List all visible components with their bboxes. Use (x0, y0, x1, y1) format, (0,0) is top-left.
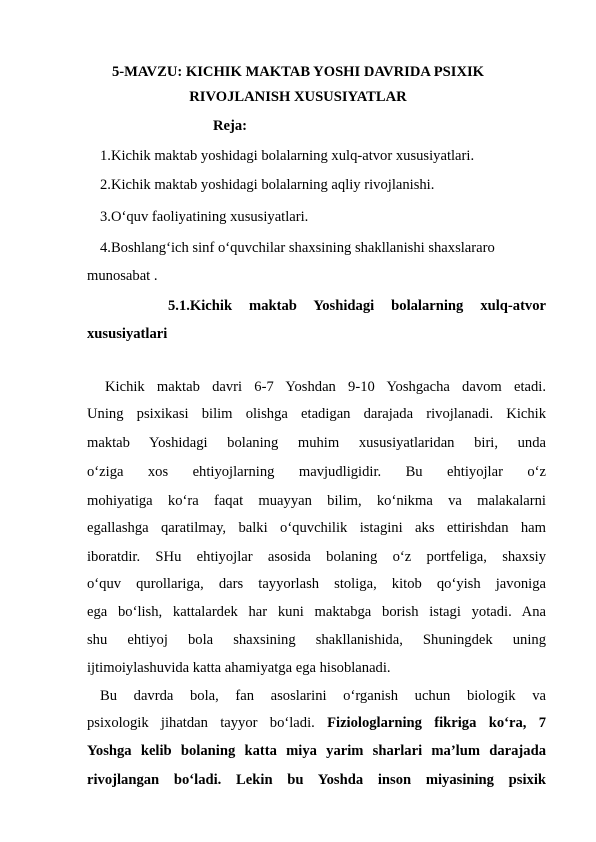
paragraph-2-line-1: Bu davrda bola, fan asoslarini o‘rganish uchun biologik va (100, 688, 546, 704)
paragraph-1-line-2: Uning psixikasi bilim olishga etadigan darajada rivojlanadi. Kichik (87, 406, 546, 422)
title-line-2: RIVOJLANISH XUSUSIYATLAR (189, 89, 407, 105)
plan-item-3: 3.O‘quv faoliyatining xususiyatlari. (100, 209, 309, 225)
paragraph-2-line-2 (87, 713, 546, 733)
plan-item-1: 1.Kichik maktab yoshidagi bolalarning xulq-atvor xususiyatlari. (100, 148, 475, 164)
paragraph-1-line-9: ega bo‘lish, kattalardek har kuni maktabga borish istagi yotadi. Ana (87, 604, 546, 620)
section-heading-line-2: xususiyatlari (87, 326, 168, 342)
section-heading-line-1: 5.1.Kichik maktab Yoshidagi bolalarning xulq-atvor (168, 298, 546, 314)
paragraph-2-line-4: rivojlangan bo‘ladi. Lekin bu Yoshda inson miyasining psixik (87, 772, 546, 788)
paragraph-1-line-11: ijtimoiylashuvida katta ahamiyatga ega hisoblanadi. (87, 660, 391, 676)
paragraph-2-line-2-bold: Fiziologlarning fikriga ko‘ra, 7 (327, 715, 546, 731)
paragraph-2-line-2-normal: psixologik jihatdan tayyor bo‘ladi. (87, 715, 328, 731)
paragraph-1-line-10: shu ehtiyoj bola shaxsining shakllanishida, Shuningdek uning (87, 632, 546, 648)
paragraph-2-line-3: Yoshga kelib bolaning katta miya yarim sharlari ma’lum darajada (87, 743, 546, 759)
paragraph-1-line-3: maktab Yoshidagi bolaning muhim xususiyatlaridan biri, unda (87, 435, 546, 451)
plan-heading: Reja: (213, 118, 248, 134)
paragraph-1-line-7: iboratdir. SHu ehtiyojlar asosida bolaning o‘z portfeliga, shaxsiy (87, 549, 546, 565)
title-line-1: 5-MAVZU: KICHIK MAKTAB YOSHI DAVRIDA PSIXIK (111, 64, 485, 80)
plan-item-4: 4.Boshlang‘ich sinf o‘quvchilar shaxsining shakllanishi shaxslararo (100, 240, 495, 256)
paragraph-1-line-4: o‘ziga xos ehtiyojlarning mavjudligidir. Bu ehtiyojlar o‘z (87, 464, 546, 480)
paragraph-1-line-5: mohiyatiga ko‘ra faqat muayyan bilim, ko‘nikma va malakalarni (87, 493, 546, 509)
plan-item-4-cont: munosabat . (87, 268, 158, 284)
plan-item-2: 2.Kichik maktab yoshidagi bolalarning aqliy rivojlanishi. (100, 177, 435, 193)
paragraph-1-line-6: egallashga qaratilmay, balki o‘quvchilik istagini aks ettirishdan ham (87, 520, 546, 536)
paragraph-1-line-8: o‘quv qurollariga, dars tayyorlash stoliga, kitob qo‘yish javoniga (87, 576, 546, 592)
paragraph-1-line-1: Kichik maktab davri 6-7 Yoshdan 9-10 Yoshgacha davom etadi. (105, 379, 546, 395)
